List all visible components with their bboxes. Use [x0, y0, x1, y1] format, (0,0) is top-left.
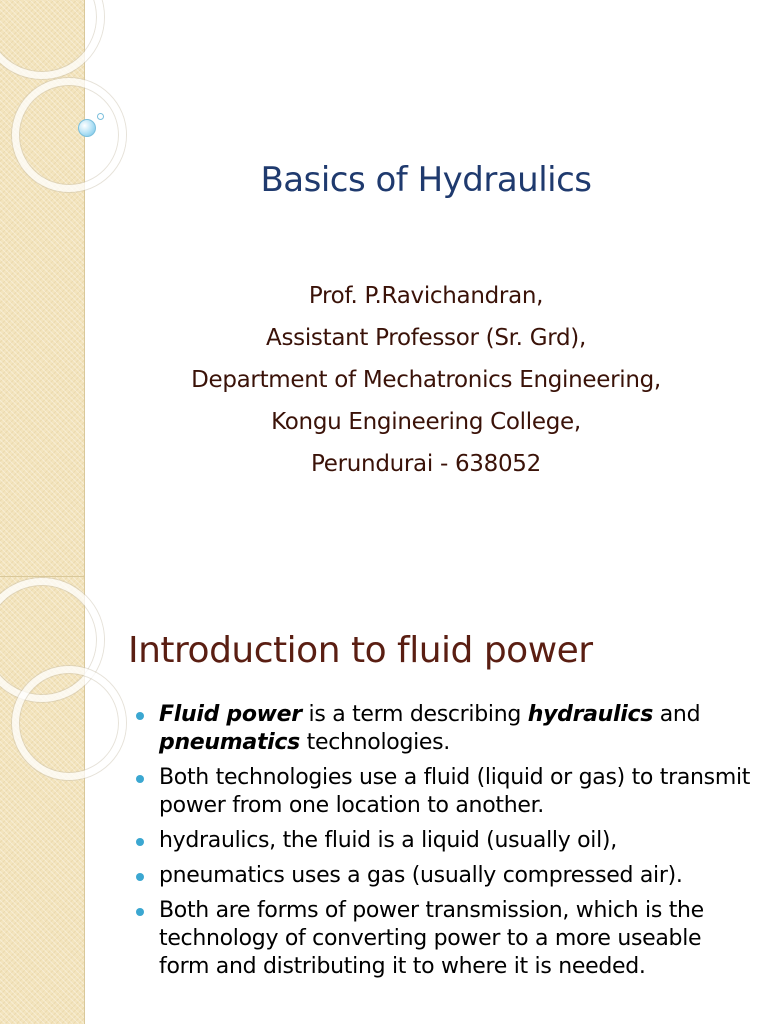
list-item — [128, 701, 758, 757]
bullet-icon — [136, 775, 144, 783]
list-item — [128, 764, 758, 820]
bullet-list — [128, 701, 758, 988]
bold-term: pneumatics — [159, 730, 300, 755]
slide-title: Basics of Hydraulics — [260, 160, 592, 200]
list-item — [128, 897, 758, 981]
author-line: Prof. P.Ravichandran, — [308, 283, 544, 309]
bullet-text: pneumatics uses a gas (usually compressed air). — [159, 863, 683, 888]
decorative-ring-icon — [12, 666, 126, 780]
bubble-icon — [97, 113, 104, 120]
author-line: Kongu Engineering College, — [271, 409, 581, 435]
bullet-text: and — [653, 702, 701, 727]
decorative-ring-icon — [0, 0, 104, 79]
bold-term: Fluid power — [159, 702, 302, 727]
author-line: Perundurai - 638052 — [311, 451, 541, 477]
author-line: Assistant Professor (Sr. Grd), — [266, 325, 586, 351]
bubble-icon — [78, 119, 96, 137]
author-block — [84, 275, 768, 485]
list-item — [128, 862, 758, 890]
bullet-icon — [136, 838, 144, 846]
bullet-icon — [136, 908, 144, 916]
content-slide — [0, 576, 768, 1024]
list-item — [128, 827, 758, 855]
bullet-icon — [136, 873, 144, 881]
bullet-text: Both are forms of power transmission, which is the technology of converting power to a more useable form and distributing it to where it is needed. — [159, 898, 704, 979]
bullet-text: is a term describing — [301, 702, 528, 727]
bullet-text: Both technologies use a fluid (liquid or gas) to transmit power from one location to another. — [159, 765, 751, 818]
bullet-text: hydraulics, the fluid is a liquid (usually oil), — [159, 828, 617, 853]
bold-term: hydraulics — [527, 702, 654, 727]
bullet-icon — [136, 712, 144, 720]
slide-title: Introduction to fluid power — [128, 630, 593, 671]
author-line: Department of Mechatronics Engineering, — [191, 367, 661, 393]
bullet-text: technologies. — [299, 730, 451, 755]
